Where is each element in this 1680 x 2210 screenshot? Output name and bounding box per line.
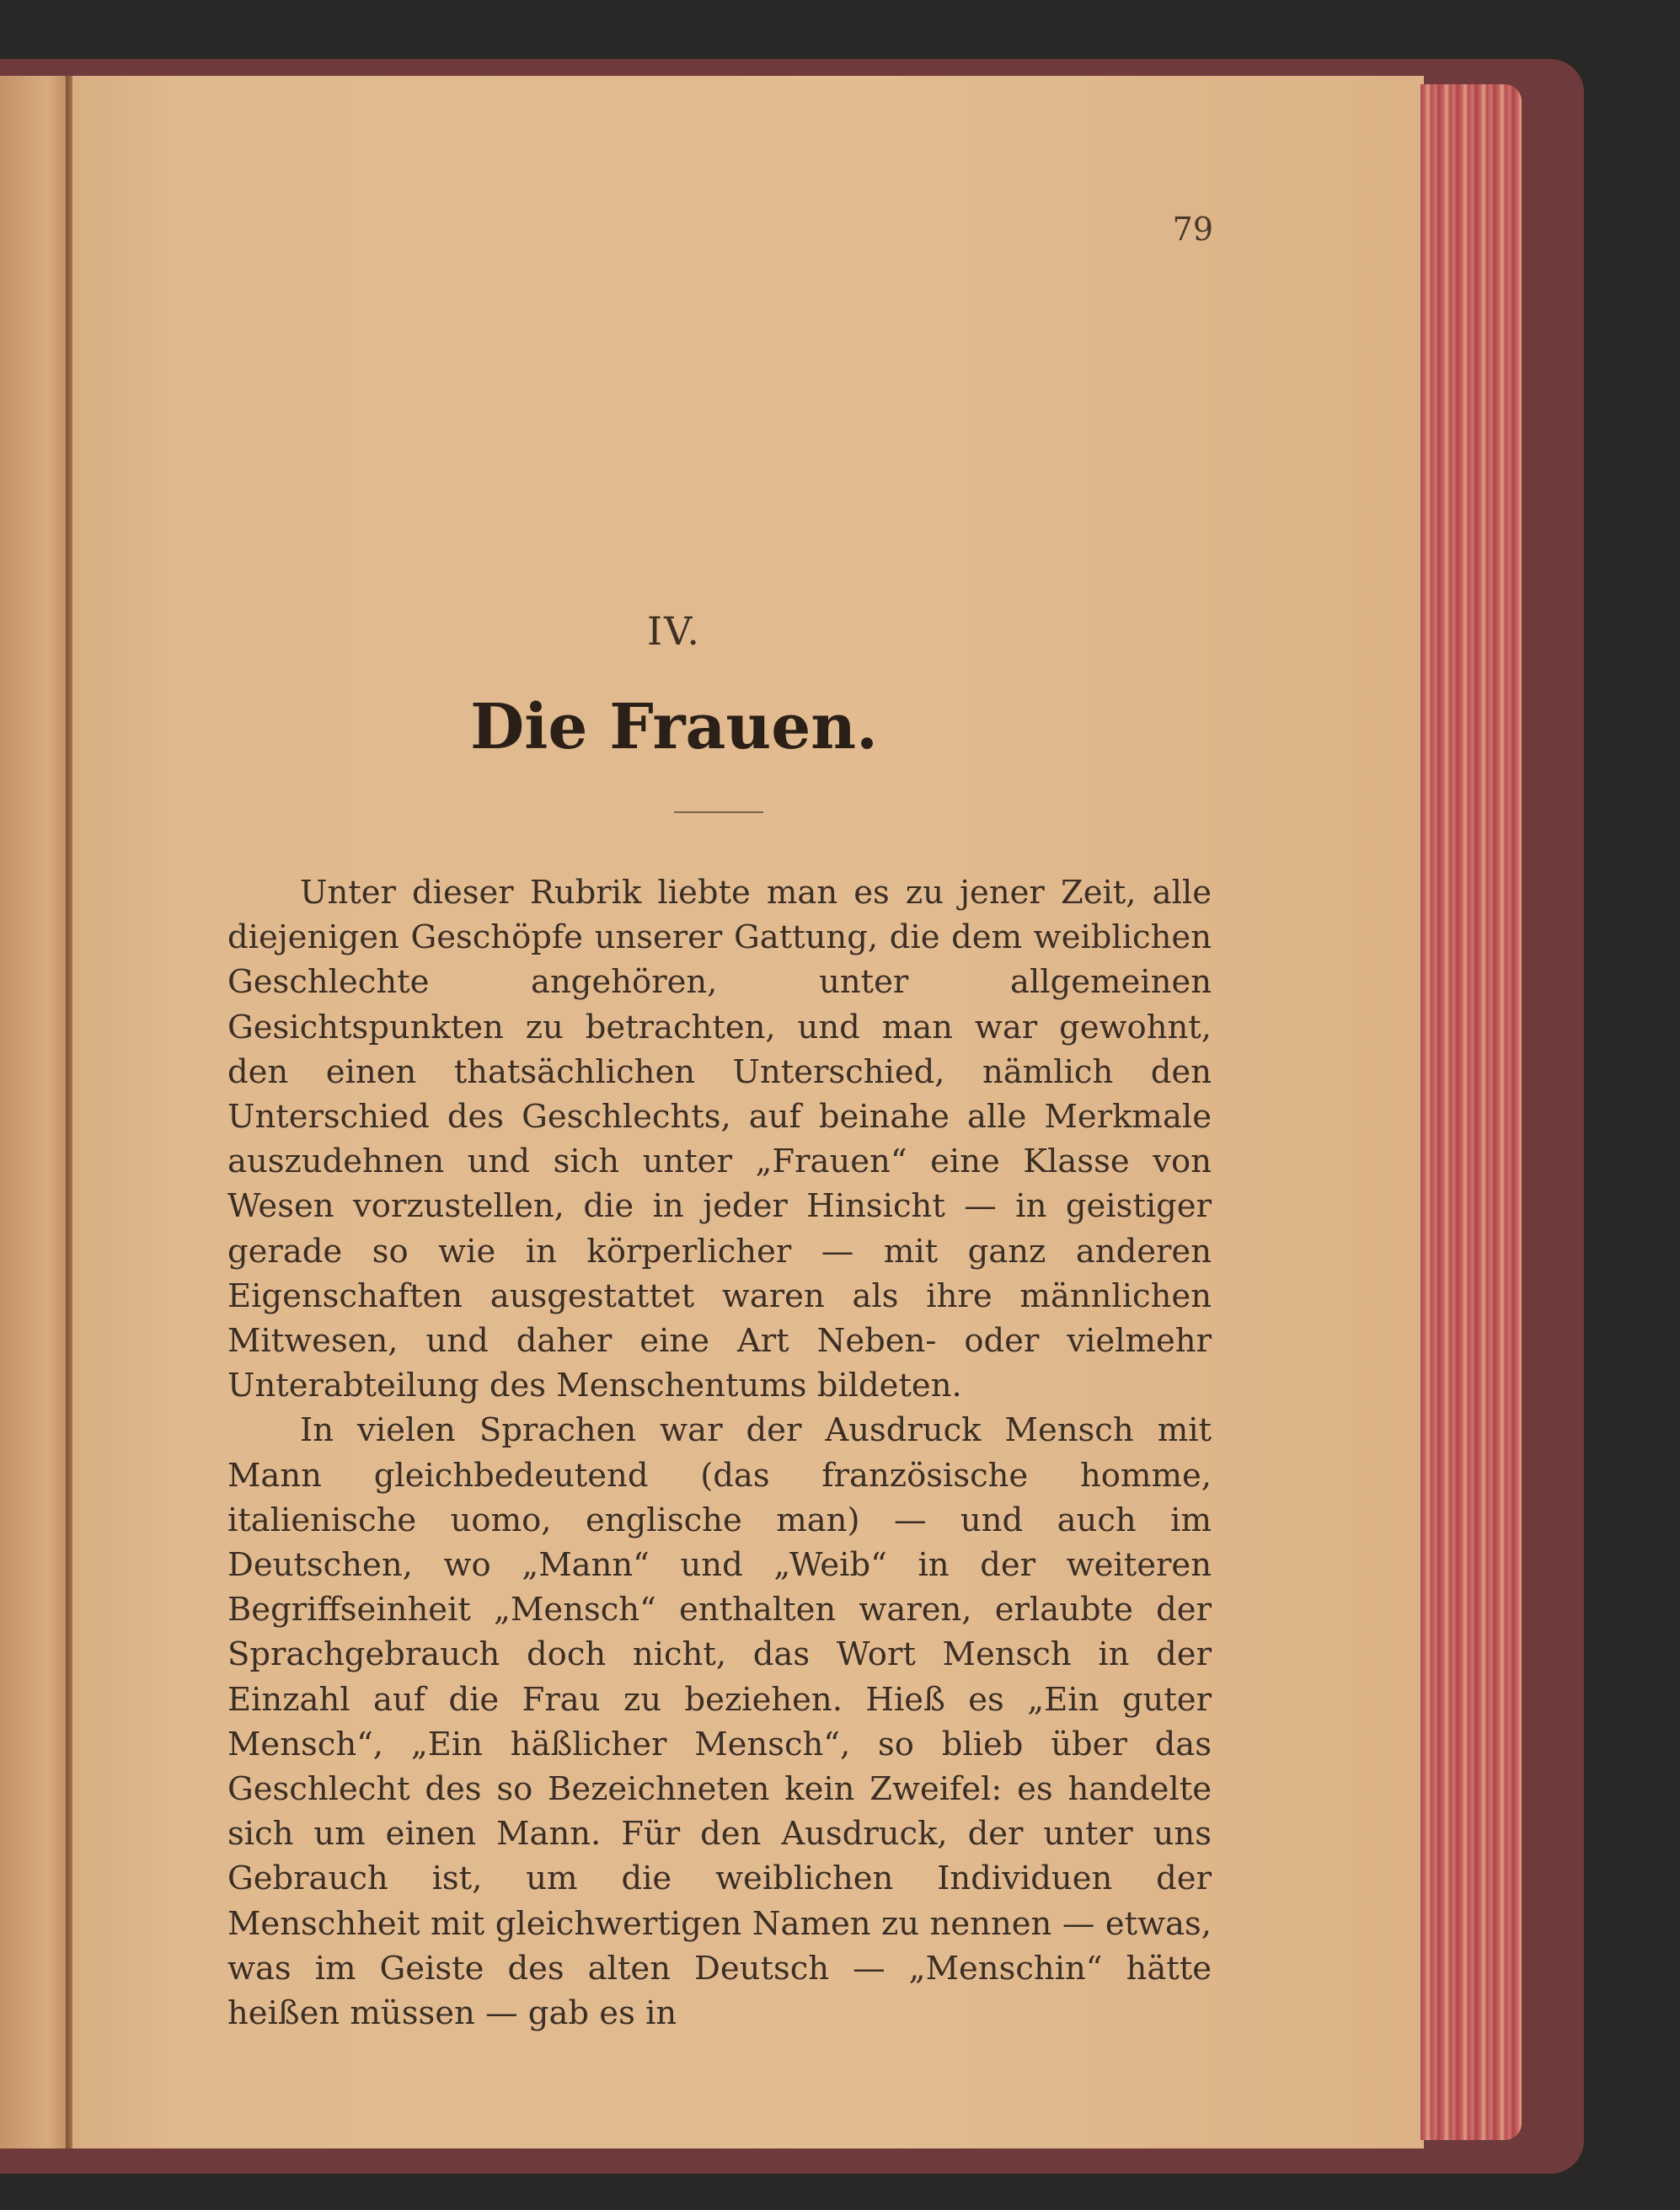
page-number: 79: [1172, 211, 1213, 248]
page-edges: [1421, 84, 1522, 2140]
title-divider: [674, 811, 763, 813]
chapter-title: Die Frauen.: [470, 691, 878, 763]
paragraph: In vielen Sprachen war der Ausdruck Mensch mit Mann gleichbedeutend (das französische homme, italienische uomo, englische man) — und auch im Deutschen, wo „Mann“ und „Weib“ in der weiteren Begriffseinheit „Mensch“ enthalten waren, erlaubte der Sprachgebrauch doch nicht, das Wort Mensch in der Einzahl auf die Frau zu beziehen. Hieß es „Ein guter Mensch“, „Ein häßlicher Mensch“, so blieb über das Geschlecht des so Bezeichneten kein Zweifel: es handelte sich um einen Mann. Für den Ausdruck, der unter uns Gebrauch ist, um die weiblichen Individuen der Menschheit mit gleichwertigen Namen zu nennen — etwas, was im Geiste des alten Deutsch — „Menschin“ hätte heißen müssen — gab es in: [227, 1411, 1212, 2033]
paragraph: Unter dieser Rubrik liebte man es zu jener Zeit, alle diejenigen Geschöpfe unserer Gattung, die dem weiblichen Geschlechte angehören, unter allgemeinen Gesichtspunkten zu betrachten, und man war gewohnt, den einen thatsächlichen Unterschied, nämlich den Unterschied des Geschlechts, auf beinahe alle Merkmale auszudehnen und sich unter „Frauen“ eine Klasse von Wesen vorzustellen, die in jeder Hinsicht — in geistiger gerade so wie in körperlicher — mit ganz anderen Eigenschaften ausgestattet waren als ihre männlichen Mitwesen, und daher eine Art Neben- oder vielmehr Unterabteilung des Menschentums bildeten.: [227, 874, 1212, 1405]
chapter-number: IV.: [647, 608, 701, 654]
body-text: [227, 870, 1212, 2036]
left-page-edge: [0, 76, 69, 2148]
